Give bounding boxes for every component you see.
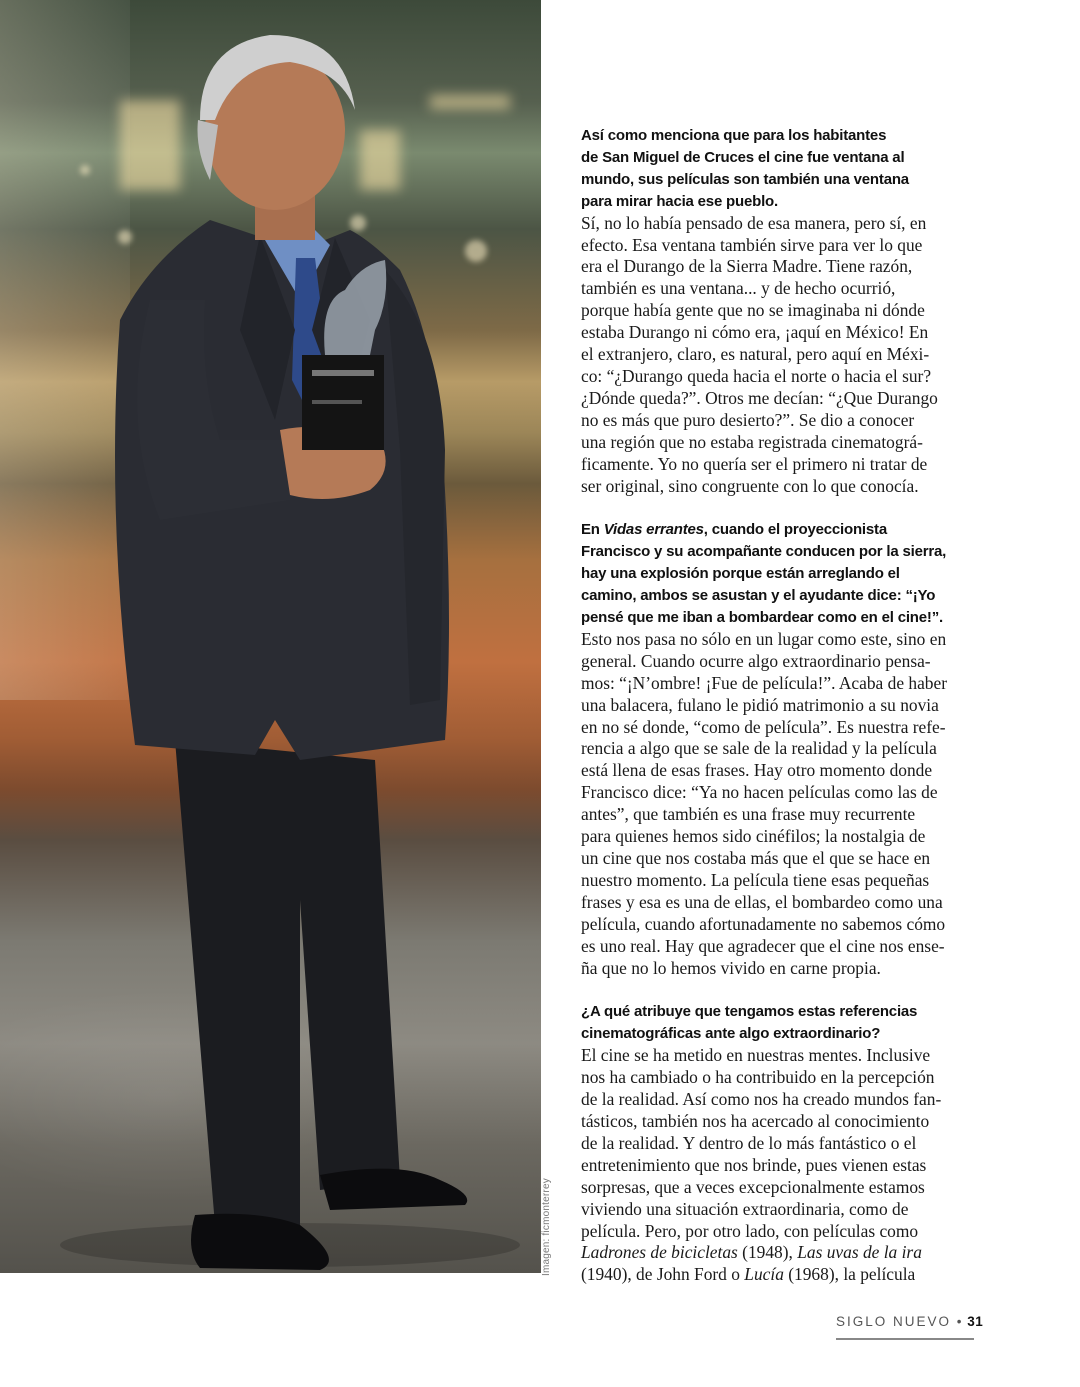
film-title: Lucía bbox=[744, 1264, 784, 1285]
qa-block bbox=[581, 1001, 976, 1286]
answer: El cine se ha metido en nuestras mentes. Inclusive nos ha cambiado o ha contribuido en la percepción de la realidad. Así como nos ha creado mundos fan- tásticos, también nos ha acercado al conocimiento de la realidad. Y dentro de lo más fantástico o el entretenimiento que nos brinde, pues vienen estas sorpresas, que a veces excepcionalmente estamos viviendo una situación extraordinaria, como de película. Pero, por otro lado, con películas como Ladrones de bicicletas (1948), Las uvas de la ira (1940), de John Ford o Lucía (1968), la película bbox=[581, 1045, 942, 1285]
answer: Esto nos pasa no sólo en un lugar como este, sino en general. Cuando ocurre algo extraordinario pensa- mos: “¡N’ombre! ¡Fue de película!”. Acaba de haber una balacera, fulano le pidió matrimonio a su novia en no sé donde, “como de película”. Es nuestra refe- rencia a algo que se sale de la realidad y la película está llena de esas frases. Hay otro momento donde Francisco dice: “Ya no hacen películas como las de antes”, que también es una frase muy recurrente para quienes hemos sido cinéfilos; la nostalgia de un cine que nos costaba más que el que se hace en nuestro momento. La película tiene esas pequeñas frases y esa es una de ellas, el bombardeo como una película, cuando afortunadamente no sabemos cómo es uno real. Hay que agradecer que el cine nos ense- ña que no lo hemos vivido en carne propia. bbox=[581, 628, 948, 978]
question: Así como menciona que para los habitantes de San Miguel de Cruces el cine fue ventana al mundo, sus películas son también una ventana para mirar hacia ese pueblo. bbox=[581, 127, 909, 210]
qa-block bbox=[581, 125, 976, 497]
question: En Vidas errantes, cuando el proyeccionista Francisco y su acompañante conducen por la sierra, hay una explosión porque están arreglando el camino, ambos se asustan y el ayudante dice: “¡Yo pensé que me iban a bombardear como en el cine!”. bbox=[581, 521, 947, 627]
page-number: 31 bbox=[967, 1314, 984, 1329]
answer: Sí, no lo había pensado de esa manera, pero sí, en efecto. Esa ventana también sirve para ver lo que era el Durango de la Sierra Madre. Tiene razón, también es una ventana... y de hecho ocurrió, porque había gente que no se imaginaba ni dónde estaba Durango ni cómo era, ¡aquí en México! En el extranjero, claro, es natural, pero aquí en Méxi- co: “¿Durango queda hacia el norte o hacia el sur? ¿Dónde queda?”. Otros me decían: “¿Que Durango no es más que puro desierto?”. Se dio a conocer una región que no estaba registrada cinematográ- ficamente. Yo no quería ser el primero ni tratar de ser original, sino congruente con lo que conocía. bbox=[581, 212, 938, 496]
footer-rule bbox=[836, 1338, 974, 1340]
qa-block bbox=[581, 519, 976, 979]
film-title: Las uvas de la ira bbox=[797, 1242, 922, 1263]
film-title: Vidas errantes bbox=[603, 521, 704, 539]
person-figure bbox=[0, 0, 541, 1273]
portrait-photo bbox=[0, 0, 541, 1273]
footer-separator: • bbox=[956, 1314, 962, 1329]
question: ¿A qué atribuye que tengamos estas referencias cinematográficas ante algo extraordinario? bbox=[581, 1003, 918, 1043]
film-title: Ladrones de bicicletas bbox=[581, 1242, 738, 1263]
interview-text bbox=[581, 125, 976, 1308]
photo-credit: Imagen: ficmonterrey bbox=[541, 1178, 552, 1276]
page-footer bbox=[836, 1314, 984, 1329]
magazine-name: SIGLO NUEVO bbox=[836, 1314, 952, 1329]
